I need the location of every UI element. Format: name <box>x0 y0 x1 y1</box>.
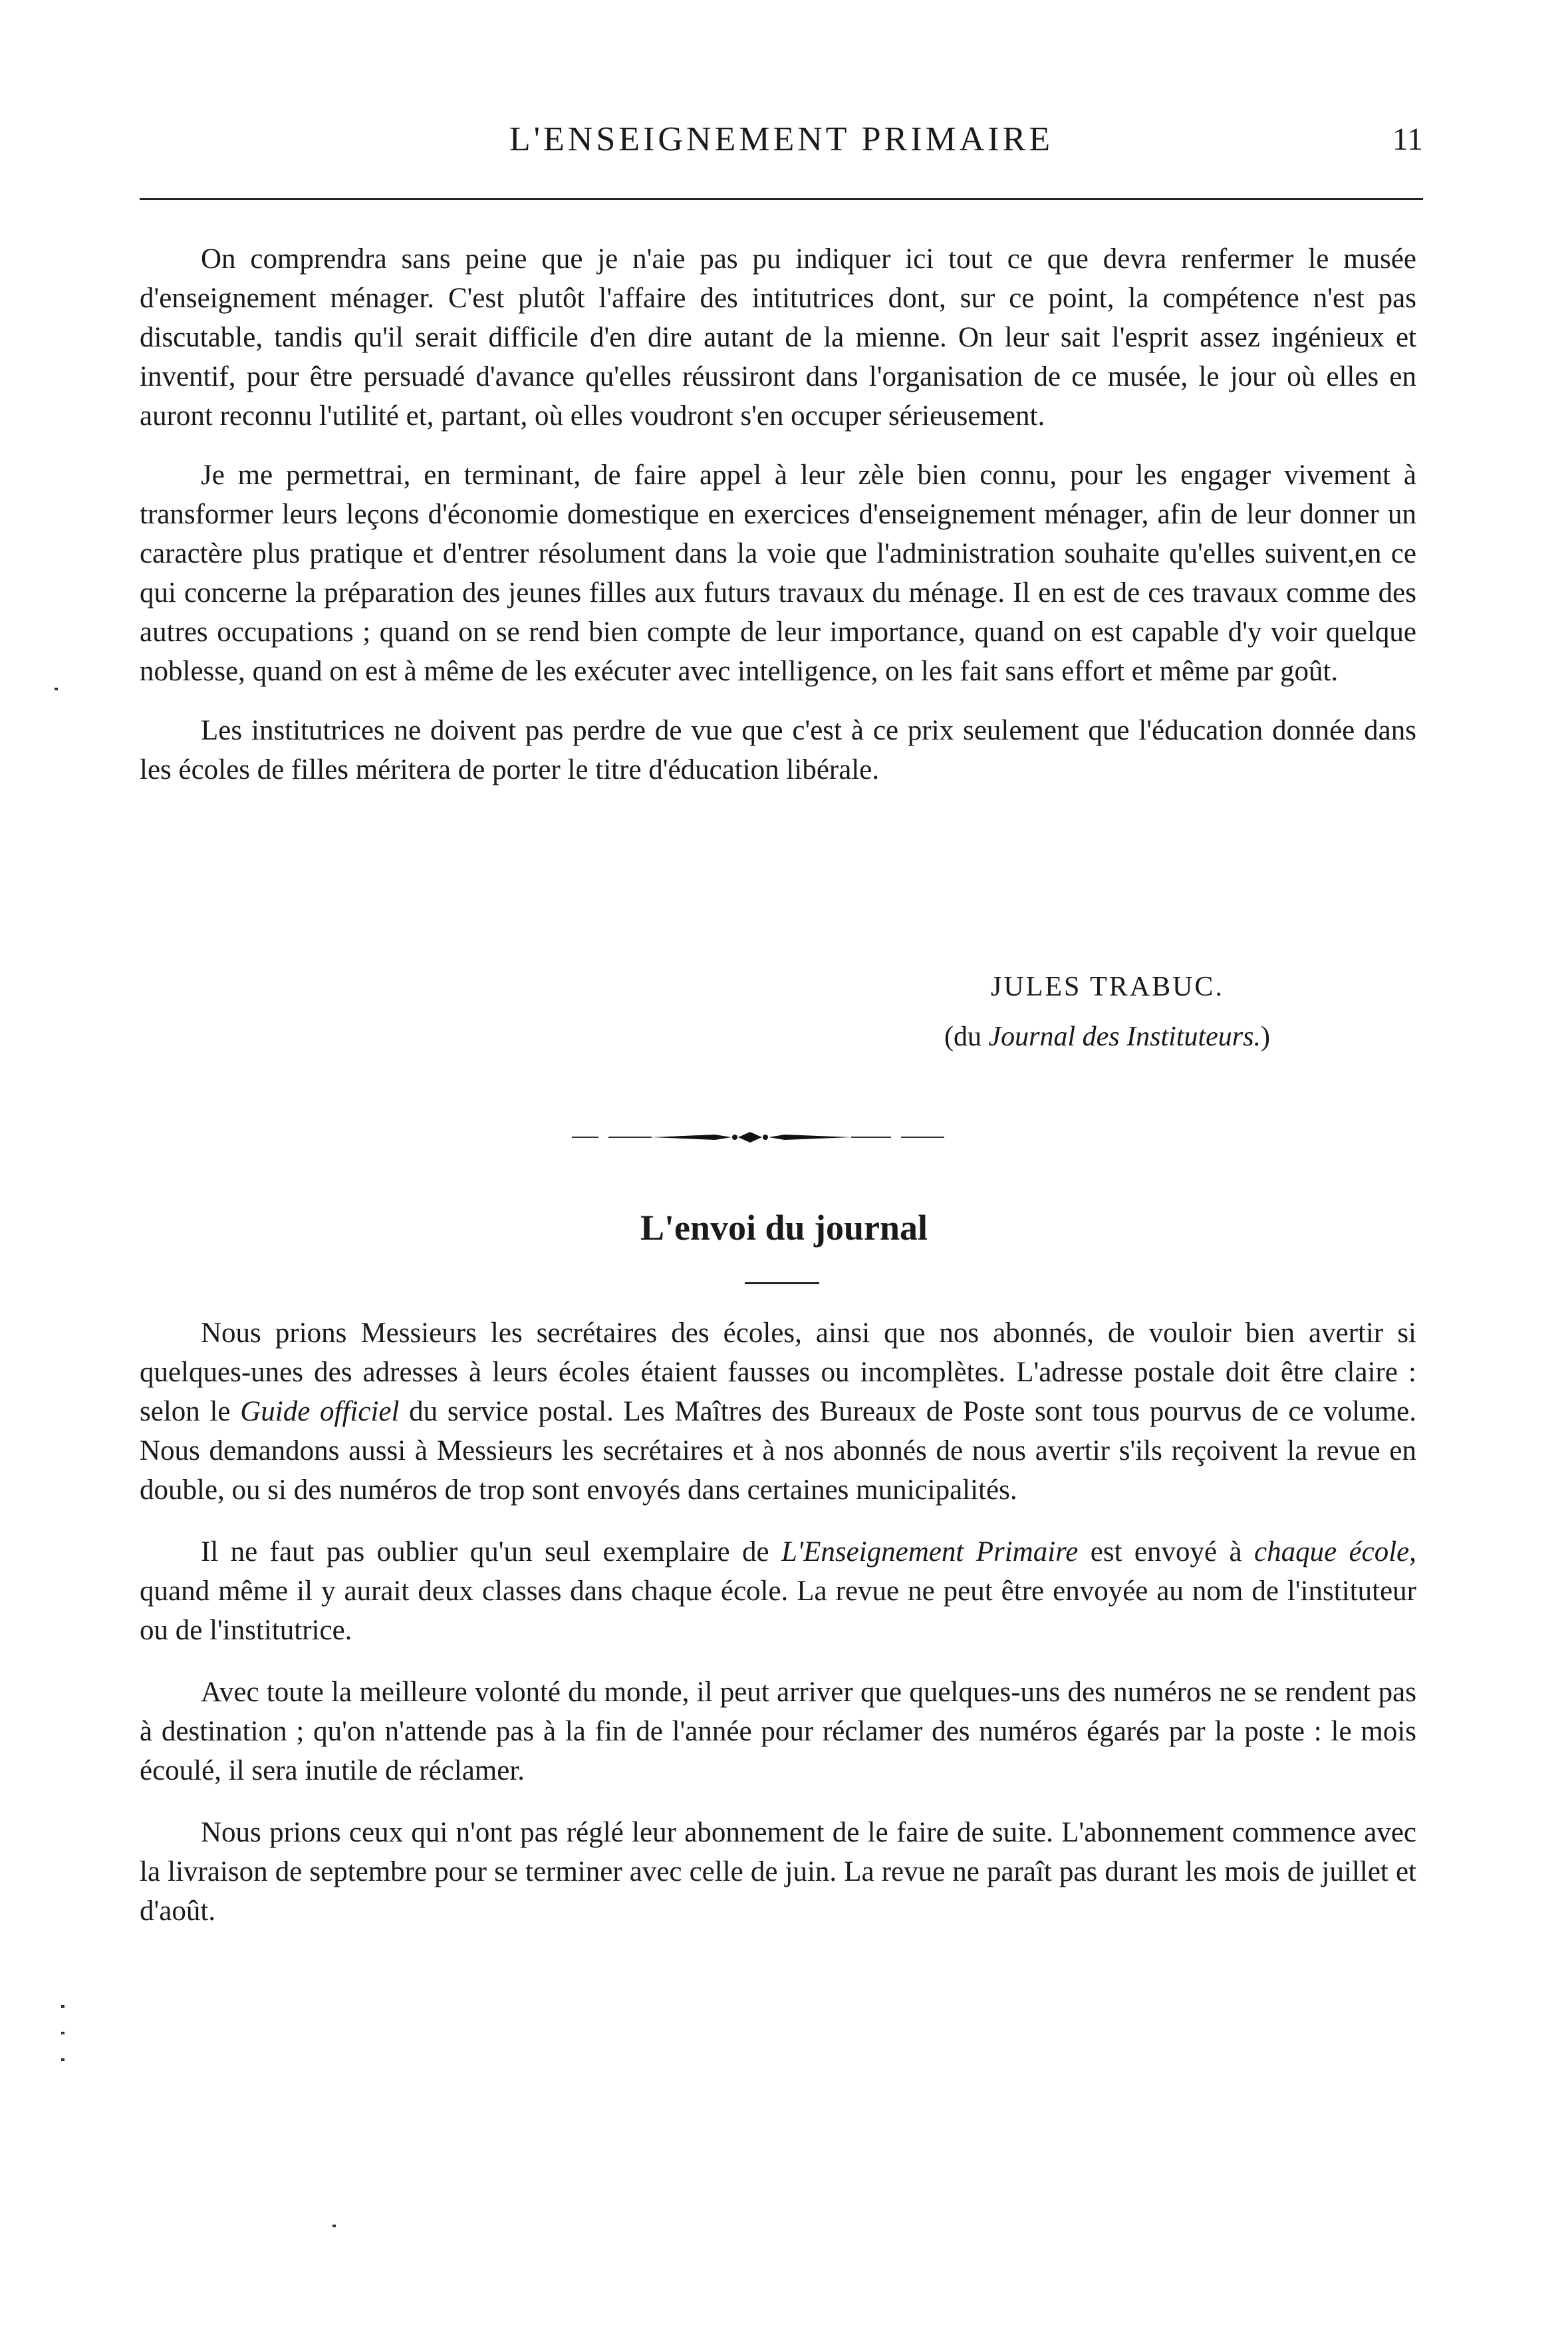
header-rule <box>140 198 1423 200</box>
paragraph: Nous prions ceux qui n'ont pas réglé leur abonnement de le faire de suite. L'abonnement commence avec la livraison de septembre pour se terminer avec celle de juin. La revue ne paraît pas durant les mois de juillet et d'août. <box>140 1817 1416 1927</box>
paragraph <box>140 1532 1416 1650</box>
running-title: L'ENSEIGNEMENT PRIMAIRE <box>509 120 1054 158</box>
paragraph-text: Il ne faut pas oublier qu'un seul exemplaire de <box>201 1536 781 1568</box>
page-number: 11 <box>1392 122 1423 157</box>
paragraph: Je me permettrai, en terminant, de faire appel à leur zèle bien connu, pour les engager vivement à transformer leurs leçons d'économie domestique en exercices d'enseignement ménager, afin de leur donner un caractère plus pratique et d'entrer résolument dans la voie que l'administration souhaite qu'elles suivent,en ce qui concerne la préparation des jeunes filles aux futurs travaux du ménage. Il en est de ces travaux comme des autres occupations ; quand on se rend bien compte de leur importance, quand on est capable d'y voir quelque noblesse, quand on est à même de les exécuter avec intelligence, on les fait sans effort et même par goût. <box>140 460 1416 687</box>
paragraph-text: Nous prions Messieurs les secrétaires des écoles, ainsi que nos abonnés, de vouloir bien avertir si quelques-unes des adresses à leurs écoles étaient fausses ou incomplètes. L'adresse postale doit être claire : selon le <box>140 1317 1416 1427</box>
source-citation <box>944 1021 1270 1053</box>
notice-body <box>140 1313 1416 1931</box>
journal-title: L'Enseignement Primaire <box>781 1536 1079 1568</box>
margin-speck <box>55 688 58 690</box>
author-signature: JULES TRABUC. <box>991 972 1224 1002</box>
paragraph <box>140 1313 1416 1510</box>
paragraph-text: est envoyé à <box>1078 1536 1254 1568</box>
paragraph: Avec toute la meilleure volonté du monde, il peut arriver que quelques-uns des numéros ne se rendent pas à destination ; qu'on n'attende pas à la fin de l'année pour réclamer des numéros égarés par la poste : le mois écoulé, il sera inutile de réclamer. <box>140 1677 1416 1786</box>
paragraph-text: , quand même il y aurait deux classes dans chaque école. La revue ne peut être envoyée au nom de l'instituteur ou de l'institutrice. <box>140 1536 1417 1646</box>
title-underline <box>745 1282 819 1284</box>
margin-speck <box>61 2032 65 2034</box>
paragraph-text: du service postal. Les Maîtres des Bureaux de Poste sont tous pourvus de ce volume. Nous demandons aussi à Messieurs les secrétaires et à nos abonnés de nous avertir s'ils reçoivent la revue en double, ou si des numéros de trop sont envoyés dans certaines municipalités. <box>140 1396 1416 1506</box>
margin-speck <box>61 2058 65 2061</box>
source-open: (du <box>944 1022 989 1052</box>
guide-title: Guide officiel <box>240 1396 400 1427</box>
source-title: Journal des Instituteurs. <box>988 1022 1261 1052</box>
paragraph: On comprendra sans peine que je n'aie pas pu indiquer ici tout ce que devra renfermer le musée d'enseignement ménager. C'est plutôt l'affaire des intitutrices dont, sur ce point, la compétence n'est pas discutable, tandis qu'il serait difficile d'en dire autant de la mienne. On leur sait l'esprit assez ingénieux et inventif, pour être persuadé d'avance qu'elles réussiront dans l'organisation de ce musée, le jour où elles en auront reconnu l'utilité et, partant, où elles voudront s'en occuper sérieusement. <box>140 243 1416 432</box>
section-divider-ornament <box>572 1124 971 1151</box>
section-title: L'envoi du journal <box>640 1208 928 1248</box>
margin-speck <box>61 2005 65 2008</box>
source-close: ) <box>1260 1022 1270 1052</box>
margin-speck <box>332 2225 336 2227</box>
paragraph: Les institutrices ne doivent pas perdre de vue que c'est à ce prix seulement que l'éducation donnée dans les écoles de filles méritera de porter le titre d'éducation libérale. <box>140 715 1416 785</box>
emphasis: chaque école <box>1253 1536 1410 1568</box>
article-body <box>140 239 1416 789</box>
running-head <box>140 113 1423 166</box>
